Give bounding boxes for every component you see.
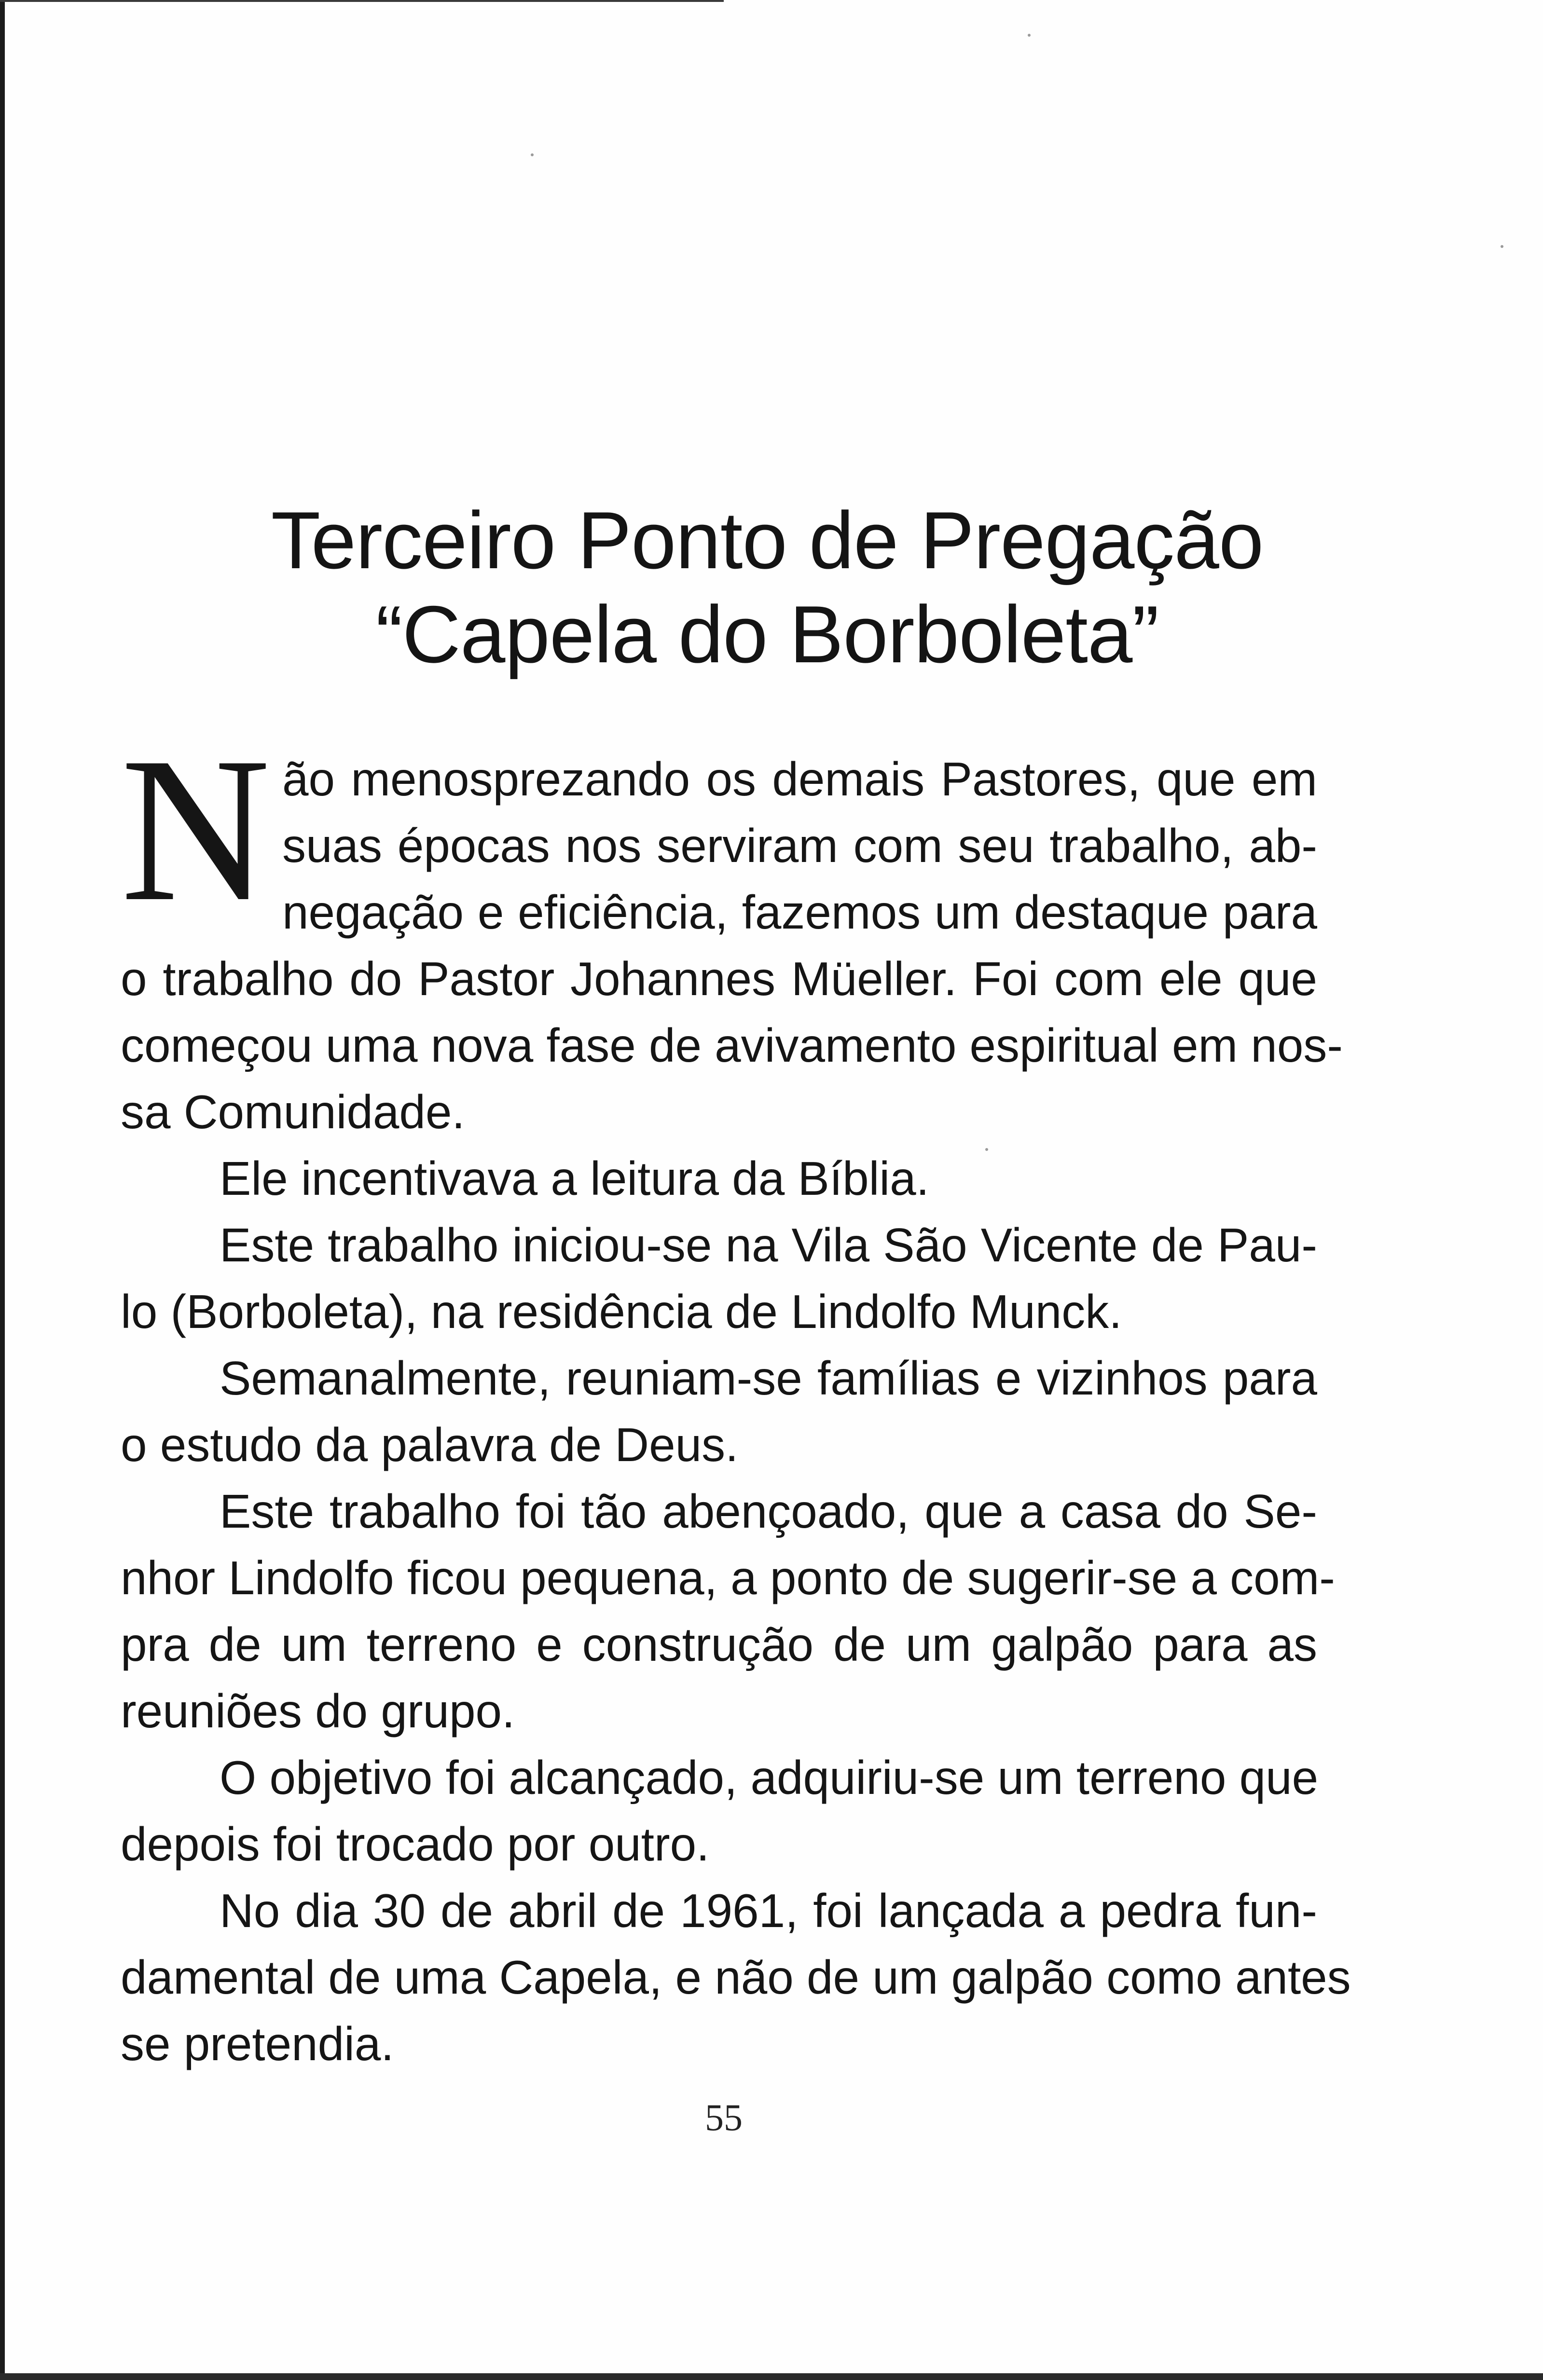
paragraph-1-line-3: negação e eficiência, fazemos um destaque para <box>282 886 1317 939</box>
paragraph-7-line-1: No dia 30 de abril de 1961, foi lançada a pedra fun- <box>220 1884 1317 1937</box>
paragraph-4-line-1: Semanalmente, reuniam-se famílias e vizinhos para <box>220 1352 1317 1405</box>
page-number: 55 <box>705 2096 743 2138</box>
chapter-title: Terceiro Ponto de Pregação <box>271 495 1264 586</box>
paragraph-7-line-2: damental de uma Capela, e não de um galpão como antes <box>121 1951 1351 2004</box>
paragraph-5-line-3: pra de um terreno e construção de um galpão para as <box>121 1618 1317 1671</box>
paragraph-4-line-2: o estudo da palavra de Deus. <box>121 1418 739 1471</box>
paragraph-6-line-1: O objetivo foi alcançado, adquiriu-se um terreno que <box>220 1751 1319 1804</box>
page-binding-edge <box>0 0 5 2380</box>
paragraph-6-line-2: depois foi trocado por outro. <box>121 1818 710 1871</box>
drop-cap: N <box>121 715 271 944</box>
paragraph-5-line-2: nhor Lindolfo ficou pequena, a ponto de sugerir-se a com- <box>121 1551 1335 1604</box>
scan-speck <box>985 1148 988 1151</box>
paragraph-1-line-4: o trabalho do Pastor Johannes Müeller. Foi com ele que <box>121 952 1317 1005</box>
scan-speck <box>1028 34 1031 37</box>
paragraph-7-line-3: se pretendia. <box>121 2017 394 2070</box>
paragraph-5-line-4: reuniões do grupo. <box>121 1684 515 1737</box>
paragraph-1-line-1: ão menosprezando os demais Pastores, que em <box>282 752 1317 806</box>
paragraph-2-line-1: Ele incentivava a leitura da Bíblia. <box>220 1152 929 1205</box>
page-bottom-edge <box>0 2373 1543 2380</box>
scan-speck <box>1501 245 1503 248</box>
paragraph-1-line-6: sa Comunidade. <box>121 1085 465 1138</box>
paragraph-5-line-1: Este trabalho foi tão abençoado, que a casa do Se- <box>220 1485 1317 1538</box>
paragraph-3-line-2: lo (Borboleta), na residência de Lindolfo Munck. <box>121 1285 1122 1338</box>
chapter-subtitle: “Capela do Borboleta” <box>375 589 1159 680</box>
paragraph-3-line-1: Este trabalho iniciou-se na Vila São Vicente de Pau- <box>220 1218 1317 1272</box>
paragraph-1-line-5: começou uma nova fase de avivamento espiritual em nos- <box>121 1019 1343 1072</box>
scan-speck <box>531 153 534 156</box>
paragraph-1-line-2: suas épocas nos serviram com seu trabalho, ab- <box>282 819 1317 872</box>
page-top-edge <box>0 0 724 2</box>
